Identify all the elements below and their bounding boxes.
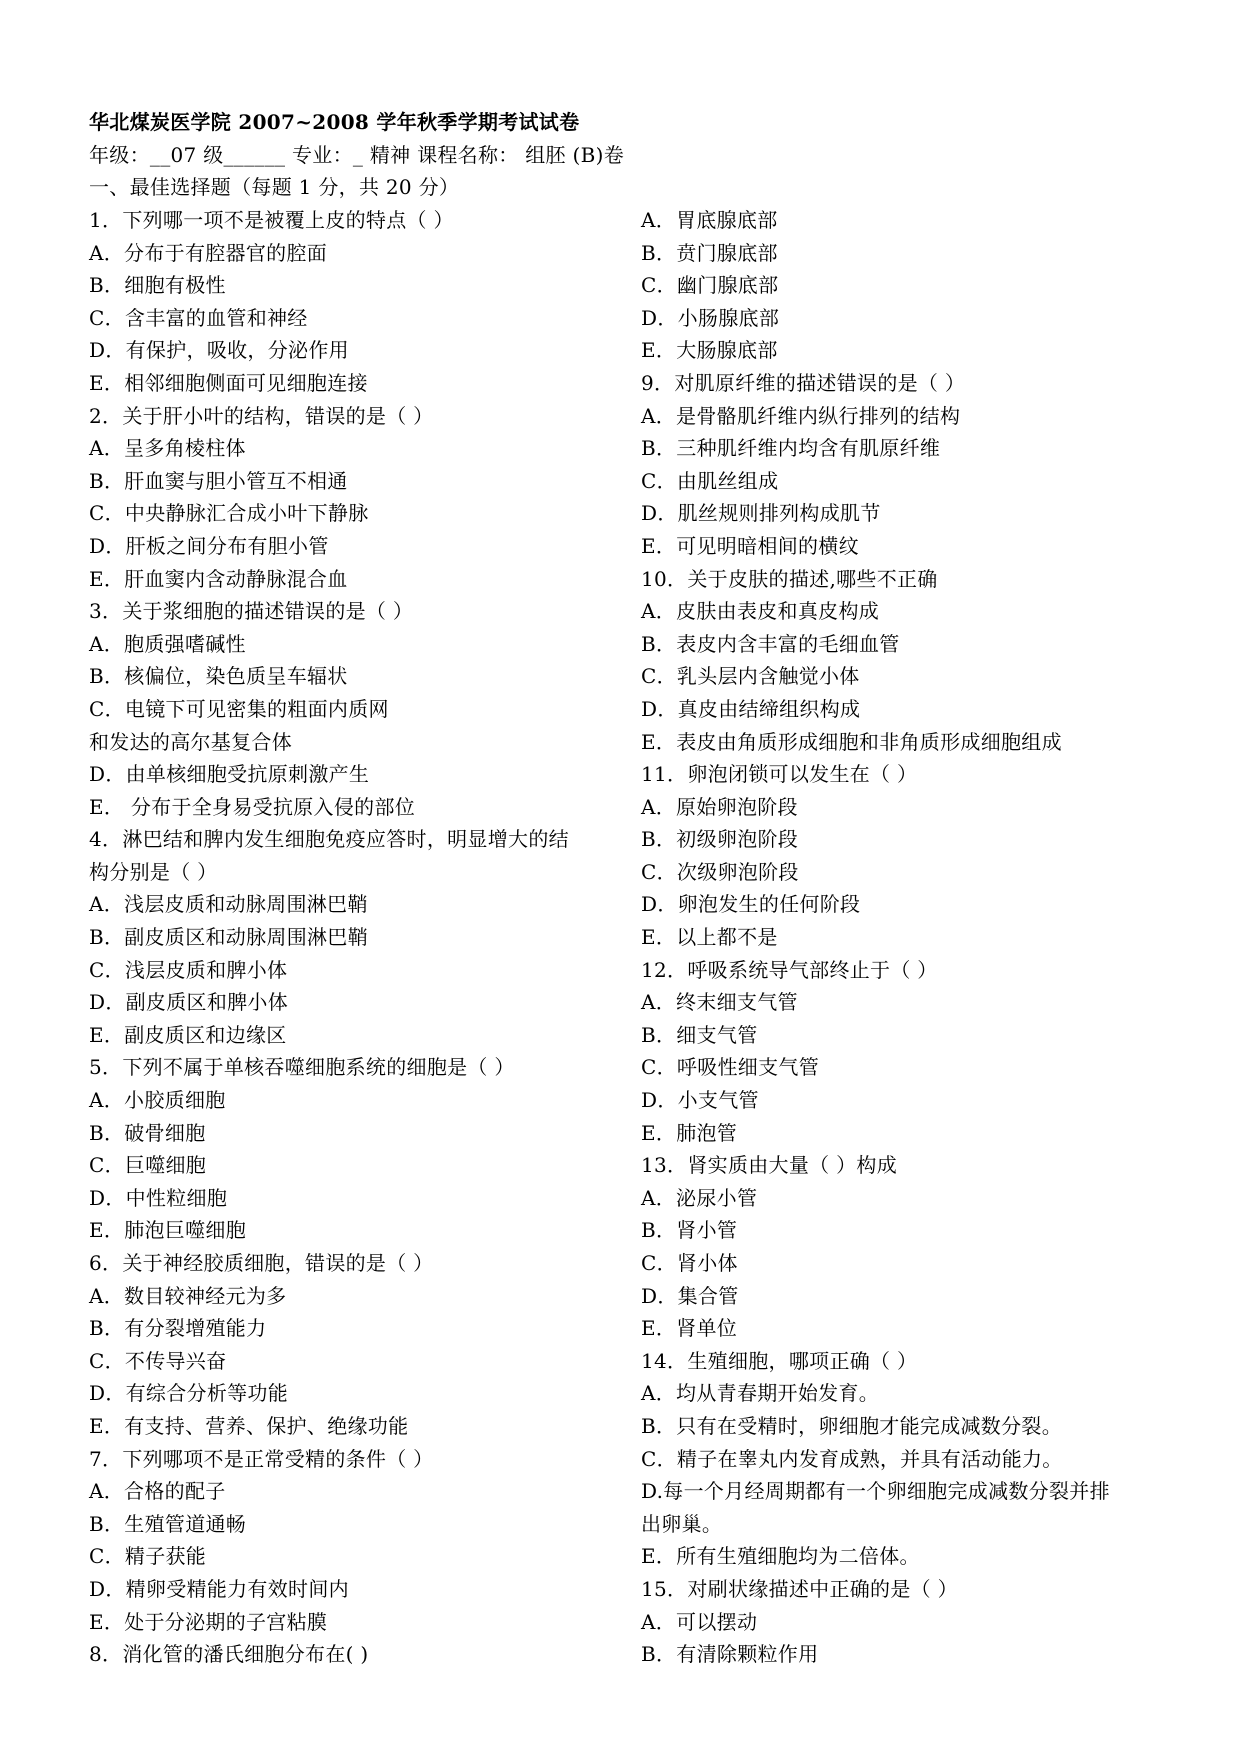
question-stem: 8．消化管的潘氏细胞分布在( ) <box>89 1642 369 1667</box>
question-line: D．精卵受精能力有效时间内 <box>89 1576 349 1601</box>
question-line: E．以上都不是 <box>641 925 778 950</box>
question-line: C．由肌丝组成 <box>641 468 779 493</box>
question-line: C．精子在睾丸内发育成熟，并具有活动能力。 <box>641 1446 1063 1471</box>
question-line: B．细支气管 <box>641 1022 758 1047</box>
question-line: E． 分布于全身易受抗原入侵的部位 <box>89 794 416 819</box>
question-line: C．巨噬细胞 <box>89 1153 207 1178</box>
question-line: B．破骨细胞 <box>89 1120 206 1145</box>
question-line: B．肝血窦与胆小管互不相通 <box>89 468 348 493</box>
question-line: D．真皮由结缔组织构成 <box>641 696 861 721</box>
question-line: C．不传导兴奋 <box>89 1348 227 1373</box>
question-line: B．初级卵泡阶段 <box>641 827 799 852</box>
question-stem: 6．关于神经胶质细胞，错误的是（ ） <box>89 1251 434 1275</box>
question-stem: 5．下列不属于单核吞噬细胞系统的细胞是（ ） <box>89 1055 515 1080</box>
question-line: B．贲门腺底部 <box>641 240 778 265</box>
question-line: E．肾单位 <box>641 1316 738 1341</box>
question-line: E．有支持、营养、保护、绝缘功能 <box>89 1413 409 1438</box>
section-heading: 一、最佳选择题（每题 1 分，共 20 分） <box>89 175 460 200</box>
question-line: C．乳头层内含触觉小体 <box>641 664 860 689</box>
question-line: A．合格的配子 <box>89 1479 226 1504</box>
question-line: A．泌尿小管 <box>641 1185 758 1210</box>
question-line: C．幽门腺底部 <box>641 273 779 298</box>
question-line: C．含丰富的血管和神经 <box>89 305 308 330</box>
question-line: A．浅层皮质和动脉周围淋巴鞘 <box>89 892 368 917</box>
question-line: E．处于分泌期的子宫粘膜 <box>89 1609 328 1634</box>
question-line: D．中性粒细胞 <box>89 1185 228 1210</box>
question-line: A．原始卵泡阶段 <box>641 794 798 819</box>
question-line: 出卵巢。 <box>641 1511 723 1536</box>
question-stem: 10．关于皮肤的描述,哪些不正确 <box>641 566 938 591</box>
question-line: D．由单核细胞受抗原刺激产生 <box>89 762 370 787</box>
question-line: A．胞质强嗜碱性 <box>89 631 246 656</box>
question-line: D．副皮质区和脾小体 <box>89 990 289 1015</box>
exam-header <box>89 106 1169 204</box>
question-line: E．副皮质区和边缘区 <box>89 1022 287 1047</box>
question-line: D．卵泡发生的任何阶段 <box>641 892 861 917</box>
question-line: A．数目较神经元为多 <box>89 1283 287 1308</box>
question-line: C．精子获能 <box>89 1544 207 1569</box>
question-line: E．相邻细胞侧面可见细胞连接 <box>89 370 368 395</box>
question-line: E．肝血窦内含动静脉混合血 <box>89 566 348 591</box>
question-line: A．是骨骼肌纤维内纵行排列的结构 <box>641 403 961 428</box>
question-line: B．生殖管道通畅 <box>89 1511 247 1536</box>
question-line: A．胃底腺底部 <box>641 208 778 232</box>
right-column <box>641 204 1181 1671</box>
question-line: C．浅层皮质和脾小体 <box>89 957 288 982</box>
question-stem: 4．淋巴结和脾内发生细胞免疫应答时，明显增大的结 <box>89 827 569 852</box>
question-line: B．只有在受精时，卵细胞才能完成减数分裂。 <box>641 1413 1062 1438</box>
question-line: E．肺泡管 <box>641 1120 738 1145</box>
left-column <box>89 204 629 1671</box>
question-line: B．核偏位，染色质呈车辐状 <box>89 664 348 689</box>
question-line: D．小支气管 <box>641 1088 759 1113</box>
question-stem: 7．下列哪项不是正常受精的条件（ ） <box>89 1446 434 1471</box>
question-line: 构分别是（ ） <box>89 859 218 884</box>
question-stem: 2．关于肝小叶的结构，错误的是（ ） <box>89 403 434 428</box>
question-line: B．三种肌纤维内均含有肌原纤维 <box>641 436 941 461</box>
question-line: D．肝板之间分布有胆小管 <box>89 533 329 558</box>
question-stem: 15．对刷状缘描述中正确的是（ ） <box>641 1576 958 1601</box>
question-stem: 1．下列哪一项不是被覆上皮的特点（ ） <box>89 208 454 232</box>
question-line: C．肾小体 <box>641 1251 738 1275</box>
question-line: D.每一个月经周期都有一个卵细胞完成减数分裂并排 <box>641 1479 1110 1504</box>
question-line: C．中央静脉汇合成小叶下静脉 <box>89 501 369 526</box>
question-line: E．大肠腺底部 <box>641 338 778 363</box>
question-line: B．副皮质区和动脉周围淋巴鞘 <box>89 925 368 950</box>
question-line: E．可见明暗相间的横纹 <box>641 533 859 558</box>
question-line: D．有综合分析等功能 <box>89 1381 289 1406</box>
question-line: D．小肠腺底部 <box>641 305 780 330</box>
question-line: D．肌丝规则排列构成肌节 <box>641 501 881 526</box>
question-line: A．可以摆动 <box>641 1609 758 1634</box>
question-line: B．细胞有极性 <box>89 273 226 298</box>
question-line: A．呈多角棱柱体 <box>89 436 246 461</box>
question-line: E．肺泡巨噬细胞 <box>89 1218 246 1243</box>
question-line: D．有保护，吸收，分泌作用 <box>89 338 349 363</box>
exam-info: 年级：__07 级______ 专业：_ 精神 课程名称： 组胚 (B)卷 <box>89 142 624 167</box>
question-line: C．电镜下可见密集的粗面内质网 <box>89 696 389 721</box>
question-line: C．呼吸性细支气管 <box>641 1055 820 1080</box>
question-line: B．表皮内含丰富的毛细血管 <box>641 631 900 656</box>
question-line: A．小胶质细胞 <box>89 1088 226 1113</box>
question-line: C．次级卵泡阶段 <box>641 859 799 884</box>
question-line: A．皮肤由表皮和真皮构成 <box>641 599 880 624</box>
question-line: B．有分裂增殖能力 <box>89 1316 267 1341</box>
question-line: A．均从青春期开始发育。 <box>641 1381 880 1406</box>
question-line: D．集合管 <box>641 1283 739 1308</box>
question-line: B．有清除颗粒作用 <box>641 1642 819 1667</box>
question-line: B．肾小管 <box>641 1218 738 1243</box>
question-stem: 13．肾实质由大量（ ）构成 <box>641 1153 898 1178</box>
question-stem: 12．呼吸系统导气部终止于（ ） <box>641 957 938 982</box>
question-line: 和发达的高尔基复合体 <box>89 729 292 754</box>
question-stem: 14．生殖细胞，哪项正确（ ） <box>641 1348 918 1373</box>
question-stem: 3．关于浆细胞的描述错误的是（ ） <box>89 599 414 624</box>
exam-title: 华北煤炭医学院 2007~2008 学年秋季学期考试试卷 <box>89 110 580 134</box>
question-line: A．分布于有腔器官的腔面 <box>89 240 328 265</box>
question-stem: 9．对肌原纤维的描述错误的是（ ） <box>641 370 966 395</box>
question-stem: 11．卵泡闭锁可以发生在（ ） <box>641 762 918 787</box>
question-line: E．所有生殖细胞均为二倍体。 <box>641 1544 920 1569</box>
question-line: A．终末细支气管 <box>641 990 798 1015</box>
question-line: E．表皮由角质形成细胞和非角质形成细胞组成 <box>641 729 1062 754</box>
